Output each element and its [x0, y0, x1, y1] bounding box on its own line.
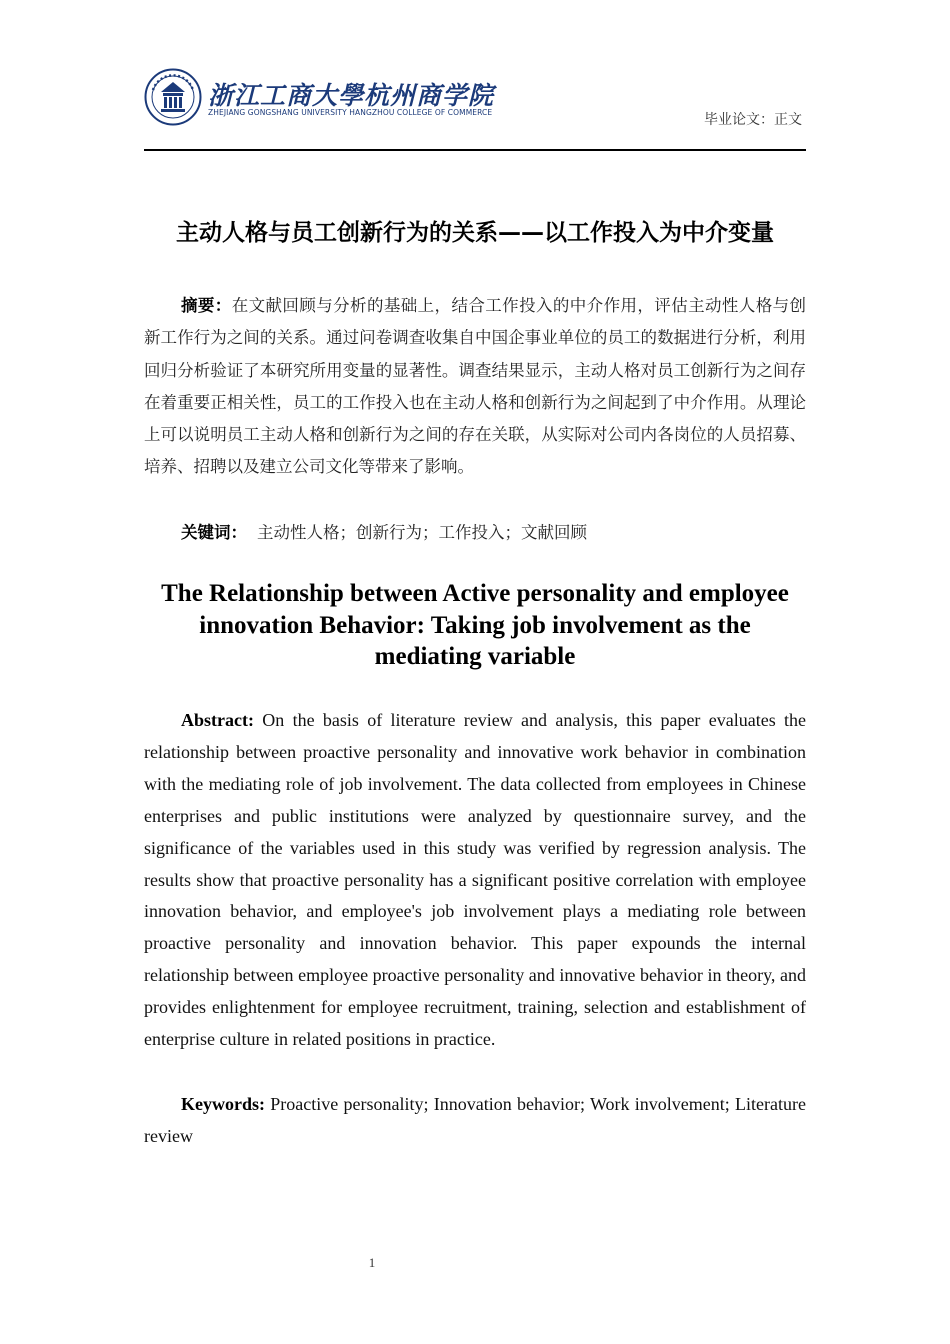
english-keywords-text: Proactive personality; Innovation behavior; Work involvement; Literature review [144, 1094, 806, 1146]
english-title: The Relationship between Active personality and employee innovation Behavior: Taking job involvement as the mediating variable [161, 580, 789, 670]
english-abstract-text: On the basis of literature review and analysis, this paper evaluates the relationship between proactive personality and innovative work behavior in combination with the mediating role of job involvement. The data collected from employees in Chinese enterprises and public institutions were analyzed by questionnaire survey, and the significance of the variables used in this study was verified by regression analysis. The results show that proactive personality has a significant positive correlation with employee innovation behavior, and employee's job involvement plays a mediating role between proactive personality and innovation behavior. This paper expounds the internal relationship between employee proactive personality and innovative behavior in theory, and provides enlightenment for employee recruitment, training, selection and establishment of enterprise culture in related positions in practice. [144, 710, 806, 1050]
chinese-keywords [181, 517, 806, 549]
logo-wordmark-en: ZHEJIANG GONGSHANG UNIVERSITY HANGZHOU COLLEGE OF COMMERCE [208, 108, 493, 117]
chinese-abstract-text: 在文献回顾与分析的基础上，结合工作投入的中介作用，评估主动性人格与创新工作行为之间的关系。通过问卷调查收集自中国企事业单位的员工的数据进行分析，利用回归分析验证了本研究所用变量的显著性。调查结果显示，主动人格对员工创新行为之间存在着重要正相关性，员工的工作投入也在主动人格和创新行为之间起到了中介作用。从理论上可以说明员工主动人格和创新行为之间的存在关联，从实际对公司内各岗位的人员招募、培养、招聘以及建立公司文化等带来了影响。 [144, 296, 807, 477]
logo-wordmark-cn: 浙江工商大學杭州商学院 [208, 81, 495, 110]
page-number: 1 [368, 1255, 376, 1270]
chinese-title: 主动人格与员工创新行为的关系——以工作投入为中介变量 [176, 220, 774, 246]
chinese-keywords-label: 关键词： [181, 523, 247, 542]
header-divider [144, 149, 806, 151]
chinese-abstract-label: 摘要： [181, 296, 232, 315]
english-keywords [144, 1088, 806, 1152]
chinese-keywords-text: 主动性人格；创新行为；工作投入；文献回顾 [257, 523, 587, 542]
english-abstract-label: Abstract: [181, 710, 254, 730]
chinese-abstract [144, 290, 806, 484]
page-header [144, 62, 806, 152]
document-section-label: 毕业论文：正文 [704, 112, 802, 128]
university-seal-icon [144, 68, 202, 126]
english-abstract [144, 705, 806, 1056]
english-keywords-label: Keywords: [181, 1094, 265, 1114]
